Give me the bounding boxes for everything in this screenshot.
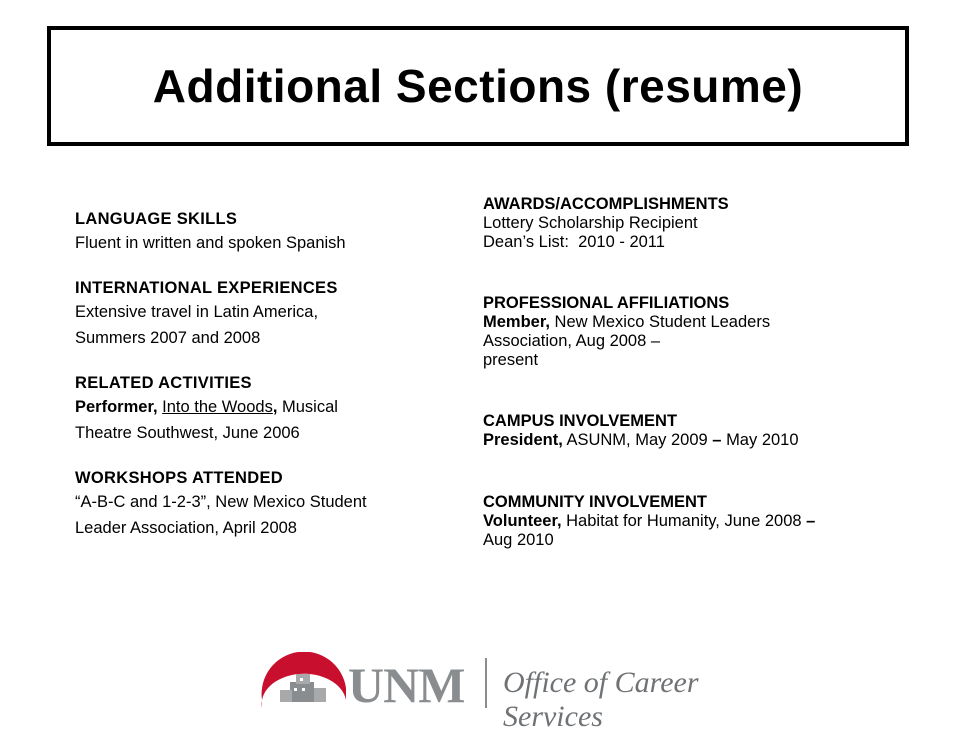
left-column xyxy=(75,208,475,562)
awards-line-1: Lottery Scholarship Recipient xyxy=(483,214,698,232)
professional-line-2: Association, Aug 2008 – xyxy=(483,332,661,350)
language-heading: LANGUAGE SKILLS xyxy=(75,210,238,228)
international-line-1: Extensive travel in Latin America, xyxy=(75,303,319,321)
professional-role: Member, xyxy=(483,313,550,331)
awards-heading: AWARDS/ACCOMPLISHMENTS xyxy=(483,195,729,213)
campus-line-1-rest: ASUNM, May 2009 xyxy=(566,431,708,449)
campus-role: President, xyxy=(483,431,563,449)
community-line-2: Aug 2010 xyxy=(483,531,554,549)
workshops-section xyxy=(75,467,475,541)
workshops-line-1: “A-B-C and 1-2-3”, New Mexico Student xyxy=(75,493,367,511)
community-line-1 xyxy=(483,512,923,531)
language-section xyxy=(75,208,475,256)
professional-heading: PROFESSIONAL AFFILIATIONS xyxy=(483,294,730,312)
related-section xyxy=(75,372,475,446)
logo-divider xyxy=(485,658,487,708)
office-name: Office of Career Services xyxy=(503,666,699,733)
campus-line-1 xyxy=(483,431,923,450)
community-section xyxy=(483,493,923,550)
related-show-title: Into the Woods xyxy=(162,398,273,416)
campus-section xyxy=(483,412,923,450)
professional-line-3: present xyxy=(483,351,539,369)
professional-line-1-rest: New Mexico Student Leaders xyxy=(554,313,771,331)
right-column xyxy=(483,195,923,550)
workshops-line-2: Leader Association, April 2008 xyxy=(75,519,297,537)
related-role: Performer, xyxy=(75,398,158,416)
title-box xyxy=(47,26,909,146)
related-line-2: Theatre Southwest, June 2006 xyxy=(75,424,300,442)
professional-section xyxy=(483,294,923,370)
awards-line-2: Dean’s List: 2010 - 2011 xyxy=(483,233,665,251)
awards-section xyxy=(483,195,923,252)
international-section xyxy=(75,277,475,351)
related-heading: RELATED ACTIVITIES xyxy=(75,374,252,392)
related-line-1-rest: Musical xyxy=(282,398,338,416)
workshops-heading: WORKSHOPS ATTENDED xyxy=(75,469,283,487)
international-line-2: Summers 2007 and 2008 xyxy=(75,329,261,347)
campus-dash: – xyxy=(712,431,722,449)
language-line-1: Fluent in written and spoken Spanish xyxy=(75,234,346,252)
community-line-1-rest: Habitat for Humanity, June 2008 xyxy=(566,512,802,530)
community-role: Volunteer, xyxy=(483,512,562,530)
page-title: Additional Sections (resume) xyxy=(152,60,804,112)
unm-logo xyxy=(260,652,780,733)
related-line-1 xyxy=(75,394,475,420)
campus-line-1-end: May 2010 xyxy=(726,431,799,449)
campus-heading: CAMPUS INVOLVEMENT xyxy=(483,412,678,430)
unm-emblem-icon xyxy=(260,652,350,714)
community-dash: – xyxy=(806,512,816,530)
international-heading: INTERNATIONAL EXPERIENCES xyxy=(75,279,338,297)
unm-wordmark: UNM xyxy=(348,657,465,713)
community-heading: COMMUNITY INVOLVEMENT xyxy=(483,493,707,511)
professional-line-1 xyxy=(483,313,923,332)
related-comma: , xyxy=(272,398,278,416)
